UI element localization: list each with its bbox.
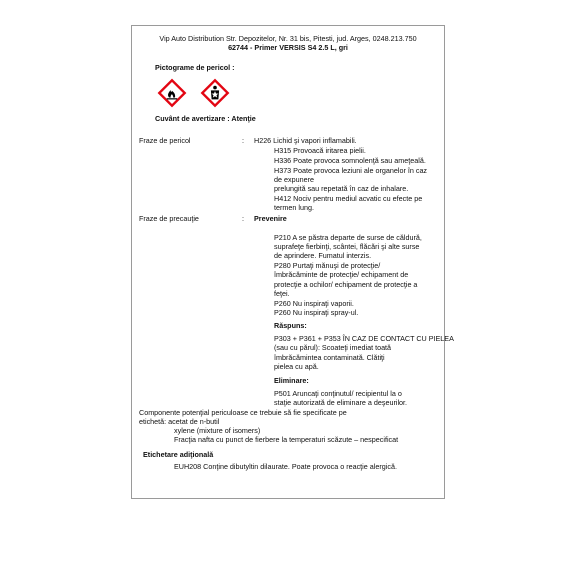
p210-cont2: de aprindere. Fumatul interzis. xyxy=(274,251,372,260)
p303-cont3: pielea cu apă. xyxy=(274,362,319,371)
p280-cont1: îmbrăcăminte de protecţie/ echipament de xyxy=(274,270,409,279)
p280-cont3: feţei. xyxy=(274,289,290,298)
p303: P303 + P361 + P353 ÎN CAZ DE CONTACT CU PIELEA xyxy=(274,334,454,343)
euh208: EUH208 Conţine dibutyltin dilaurate. Poate provoca o reacţie alergică. xyxy=(174,462,397,471)
signal-word: Cuvânt de avertizare : Atenţie xyxy=(155,114,256,123)
hazard-h373-cont2: prelungită sau repetată în caz de inhalare. xyxy=(274,184,409,193)
p210: P210 A se păstra departe de surse de căldură, xyxy=(274,233,422,242)
p260-spray: P260 Nu inspiraţi spray-ul. xyxy=(274,308,359,317)
p210-cont1: suprafeţe fierbinţi, scântei, flăcări şi alte surse xyxy=(274,242,420,251)
response-title: Răspuns: xyxy=(274,321,307,330)
p280: P280 Purtaţi mănuşi de protecţie/ xyxy=(274,261,381,270)
additional-title: Etichetare adiţională xyxy=(143,450,214,459)
p501-cont: staţie autorizată de eliminare a deşeurilor. xyxy=(274,398,408,407)
precaution-label: Fraze de precauţie xyxy=(139,214,199,223)
health-hazard-pictogram-icon xyxy=(200,78,230,108)
product-line: 62744 - Primer VERSIS S4 2.5 L, gri xyxy=(228,43,348,52)
components-xylene: xylene (mixture of isomers) xyxy=(174,426,261,435)
disposal-title: Eliminare: xyxy=(274,376,309,385)
supplier-line: Vip Auto Distribution Str. Depozitelor, Nr. 31 bis, Pitesti, jud. Arges, 0248.213.750 xyxy=(159,34,417,43)
flame-pictogram-icon xyxy=(157,78,187,108)
p303-cont2: îmbrăcămintea contaminată. Clătiţi xyxy=(274,353,385,362)
hazard-h412-cont: termen lung. xyxy=(274,203,314,212)
p260-vapours: P260 Nu inspiraţi vaporii. xyxy=(274,299,354,308)
hazard-colon: : xyxy=(242,136,244,145)
p280-cont2: protecţie a ochilor/ echipament de protecţie a xyxy=(274,280,418,289)
components-line1: Componente potenţial periculoase ce trebuie să fie specificate pe xyxy=(139,408,347,417)
precaution-colon: : xyxy=(242,214,244,223)
p303-cont1: (sau cu părul): Scoateţi imediat toată xyxy=(274,343,392,352)
components-line2: etichetă: acetat de n-butil xyxy=(139,417,220,426)
hazard-label: Fraze de pericol xyxy=(139,136,191,145)
pictograms-title: Pictograme de pericol : xyxy=(155,63,235,72)
hazard-h226: H226 Lichid şi vapori inflamabili. xyxy=(254,136,357,145)
hazard-h336: H336 Poate provoca somnolenţă sau ameţeală. xyxy=(274,156,426,165)
hazard-h412: H412 Nociv pentru mediul acvatic cu efecte pe xyxy=(274,194,423,203)
hazard-h315: H315 Provoacă iritarea pielii. xyxy=(274,146,366,155)
hazard-h373: H373 Poate provoca leziuni ale organelor în caz xyxy=(274,166,428,175)
components-naphtha: Fracţia nafta cu punct de fierbere la temperaturi scăzute – nespecificat xyxy=(174,435,399,444)
p501: P501 Aruncaţi conţinutul/ recipientul la o xyxy=(274,389,402,398)
hazard-h373-cont1: de expunere xyxy=(274,175,314,184)
prevention-title: Prevenire xyxy=(254,214,287,223)
